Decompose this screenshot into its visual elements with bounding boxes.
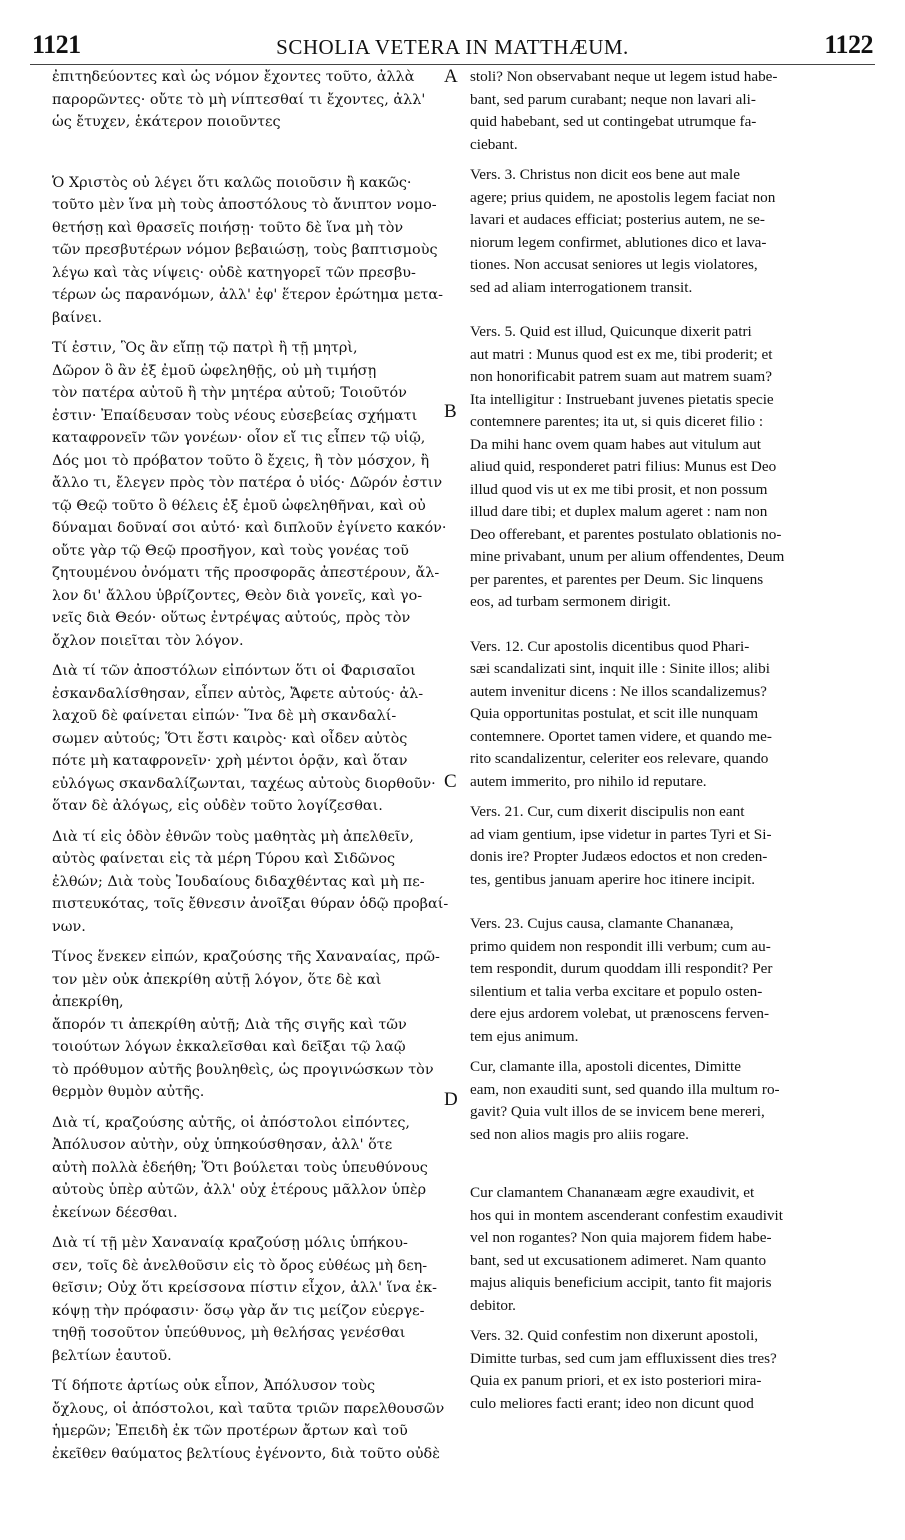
greek-paragraph: Τί δήποτε ἀρτίως οὐκ εἶπον, Ἀπόλυσον τοὺς ὄχλους, οἱ ἀπόστολοι, καὶ ταῦτα τριῶν παρελθουσῶν ἡμερῶν; Ἐπειδὴ ἐκ τῶν προτέρων ἄρτων καὶ τοῦ ἐκεῖθεν θαύματος βελτίους ἐγένοντο, διὰ τοῦτο οὐδὲ bbox=[52, 1378, 445, 1462]
latin-paragraph: Vers. 21. Cur, cum dixerit discipulis non eant ad viam gentium, ipse videtur in partes Tyri et Si- donis ire? Propter Judæos edoctos et non creden- tes, gentibus januam aperire hoc itinere incipit. bbox=[470, 803, 772, 888]
greek-paragraph: Διὰ τί τῶν ἀποστόλων εἰπόντων ὅτι οἱ Φαρισαῖοι ἐσκανδαλίσθησαν, εἶπεν αὐτὸς, Ἄφετε αὐτούς· ἀλ- λαχοῦ δὲ φαίνεται εἰπών· Ἵνα δὲ μὴ σκανδαλί- σωμεν αὐτούς; Ὅτι ἔστι καιρὸς· καὶ οἶδεν αὐτὸς πότε μὴ καταφρονεῖν· χρὴ μέντοι ὁρᾷν, καὶ ὅταν εὐλόγως σκανδαλίζωνται, ταχέως αὐτοὺς διορθοῦν· ὅταν δὲ ἀλόγως, εἰς οὐδὲν τοῦτο λογίζεσθαι. bbox=[52, 663, 436, 814]
latin-paragraph: Vers. 32. Quid confestim non dixerunt apostoli, Dimitte turbas, sed cum jam effluxissent dies tres? Quia ex panum priori, et ex isto posteriori mira- culo meliores facti erant; ideo non dicunt quod bbox=[470, 1327, 777, 1412]
greek-paragraph: Διὰ τί τῇ μὲν Χαναναίᾳ κραζούσῃ μόλις ὑπήκου- σεν, τοῖς δὲ ἀνελθοῦσιν εἰς τὸ ὄρος εὐθέως μὴ δεη- θεῖσιν; Οὐχ ὅτι κρείσσονα πίστιν εἶχον, ἀλλ' ἵνα ἐκ- κόψῃ τὴν πρόφασιν· ὅσῳ γὰρ ἄν τις μείζον εὐεργε- τηθῇ τοσοῦτον ὑπεύθυνος, μὴ θελήσας γενέσθαι βελτίων ἑαυτοῦ. bbox=[52, 1235, 437, 1364]
margin-letter-b: B bbox=[444, 401, 457, 422]
latin-paragraph: Vers. 5. Quid est illud, Quicunque dixerit patri aut matri : Munus quod est ex me, tibi proderit; et non honorificabit patrem suam aut matrem suam? Ita intelligitur : Instruebant juvenes pietatis specie contemnere parentes; ita ut, si quis diceret filio : Da mihi hanc ovem quam habes aut vitulum aut aliud quid, responderet patri filius: Munus est Deo illud quod vis ut ex me tibi prosit, et non possum illud dare tibi; et duplex malum ageret : nam non Deo offerebant, et parentes postulato oblationis no- mine privabant, unum per alium offendentes, Deum per parentes, et parentes per Deum. Sic linquens eos, ad turbam sermonem dirigit. bbox=[470, 323, 785, 610]
margin-letter-c: C bbox=[444, 771, 457, 792]
greek-paragraph: Διὰ τί εἰς ὁδὸν ἐθνῶν τοὺς μαθητὰς μὴ ἀπελθεῖν, αὐτὸς φαίνεται εἰς τὰ μέρη Τύρου καὶ Σιδῶνος ἐλθών; Διὰ τοὺς Ἰουδαίους διδαχθέντας καὶ μὴ πε- πιστευκότας, τοῖς ἔθνεσιν ἀνοῖξαι θύραν ὁδῷ προβαί- νων. bbox=[52, 828, 449, 935]
latin-paragraph: Cur clamantem Chananæam ægre exaudivit, et hos qui in montem ascenderant confestim exaudivit vel non rogantes? Non quia majorem fidem habe- bant, sed ut excusationem adimeret. Nam quanto majus aliquis beneficium accipit, tanto fit majoris debitor. bbox=[470, 1184, 783, 1314]
margin-letter-d: D bbox=[444, 1089, 458, 1110]
greek-paragraph: Διὰ τί, κραζούσης αὐτῆς, οἱ ἀπόστολοι εἰπόντες, Ἀπόλυσον αὐτὴν, οὐχ ὑπηκούσθησαν, ἀλλ' ὅτε αὐτὴ πολλὰ ἐδεήθη; Ὅτι βούλεται τοὺς ὑπευθύνους αὐτοὺς ὑπὲρ αὐτῶν, ἀλλ' οὐχ ἑτέρους μᾶλλον ὑπὲρ ἐκείνων δέεσθαι. bbox=[52, 1114, 428, 1221]
greek-column bbox=[52, 66, 454, 1465]
latin-paragraph: Cur, clamante illa, apostoli dicentes, Dimitte eam, non exauditi sunt, sed quando illa multum ro- gavit? Quia vult illos de se invicem bene mereri, sed non alios magis pro aliis rogare. bbox=[470, 1058, 780, 1143]
latin-paragraph: stoli? Non observabant neque ut legem istud habe- bant, sed parum curabant; neque non lavari ali- quid habebant, sed ut contingebat utrumque fa- ciebant. bbox=[470, 68, 778, 153]
greek-paragraph: ἐπιτηδεύοντες καὶ ὡς νόμον ἔχοντες τοῦτο, ἀλλὰ παρορῶντες· οὔτε τὸ μὴ νίπτεσθαί τι ἔχοντες, ἀλλ' ὡς ἔτυχεν, ἑκάτερον ποιοῦντες bbox=[52, 69, 426, 130]
latin-paragraph: Vers. 3. Christus non dicit eos bene aut male agere; prius quidem, ne apostolis legem faciat non lavari et audaces efficiat; posterius autem, ne se- niorum legem confirmet, ablutiones dico et lava- tiones. Non accusat seniores ut legis violatores, sed ad aliam interrogationem transit. bbox=[470, 166, 776, 296]
margin-letter-a: A bbox=[444, 66, 458, 87]
page-header bbox=[30, 30, 875, 65]
running-title: SCHOLIA VETERA IN MATTHÆUM. bbox=[276, 35, 629, 59]
greek-paragraph: Τί ἐστιν, Ὃς ἂν εἴπῃ τῷ πατρὶ ἢ τῇ μητρὶ, Δῶρον ὃ ἂν ἐξ ἐμοῦ ὠφεληθῇς, οὐ μὴ τιμήσῃ τὸν πατέρα αὐτοῦ ἢ τὴν μητέρα αὐτοῦ; Τοιοῦτόν ἐστιν· Ἐπαίδευσαν τοὺς νέους εὐσεβείας σχήματι καταφρονεῖν τῶν γονέων· οἷον εἴ τις εἶπεν τῷ υἱῷ, Δός μοι τὸ πρόβατον τοῦτο ὃ ἔχεις, ἢ τὸν μόσχον, ἢ ἄλλο τι, ἔλεγεν πρὸς τὸν πατέρα ὁ υἱός· Δῶρόν ἐστιν τῷ Θεῷ τοῦτο ὃ θέλεις ἐξ ἐμοῦ ὠφεληθῆναι, καὶ οὐ δύναμαι δοῦναί σοι αὐτό· καὶ διπλοῦν ἐγίνετο κακόν· οὔτε γὰρ τῷ Θεῷ προσῆγον, καὶ τοὺς γονέας τοῦ ζητουμένου ὀνόματι τῆς προσφορᾶς ἀπεστέρουν, ἄλ- λον δι' ἄλλου ὑβρίζοντες, Θεὸν διὰ γονεῖς, καὶ γο- νεῖς διὰ Θεόν· οὕτως ἐντρέψας αὐτούς, πρὸς τὸν ὄχλον ποιεῖται τὸν λόγον. bbox=[52, 340, 447, 649]
greek-paragraph: Τίνος ἕνεκεν εἰπών, κραζούσης τῆς Χαναναίας, πρῶ- τον μὲν οὐκ ἀπεκρίθη αὐτῇ λόγον, ὅτε δὲ καὶ ἀπεκρίθη, ἄπορόν τι ἀπεκρίθη αὐτῇ; Διὰ τῆς σιγῆς καὶ τῶν τοιούτων λόγων ἐκκαλεῖσθαι καὶ δεῖξαι τῷ λαῷ τὸ πρόθυμον αὐτῆς βουληθεὶς, ὡς προγινώσκων τὸν θερμὸν θυμὸν αὐτῆς. bbox=[52, 949, 440, 1100]
left-page-number: 1121 bbox=[32, 30, 81, 59]
latin-paragraph: Vers. 23. Cujus causa, clamante Chananæa, primo quidem non respondit illi verbum; cum au- tem respondit, durum quoddam illi respondit? Per silentium et talia verba excitare et populo osten- dere ejus ardorem volebat, ut prænoscens ferven- tem ejus animum. bbox=[470, 915, 773, 1045]
greek-paragraph: Ὁ Χριστὸς οὐ λέγει ὅτι καλῶς ποιοῦσιν ἢ κακῶς· τοῦτο μὲν ἵνα μὴ τοὺς ἀποστόλους τὸ ἄνιπτον νομο- θετήσῃ καὶ θρασεῖς ποιήσῃ· τοῦτο δὲ ἵνα μὴ τὸν τῶν πρεσβυτέρων νόμον βεβαιώσῃ, τοὺς βαπτισμοὺς λέγω καὶ τὰς νίψεις· οὐδὲ κατηγορεῖ τῶν πρεσβυ- τέρων ὡς παρανόμων, ἀλλ' ἐφ' ἕτερον ἐρώτημα μετα- βαίνει. bbox=[52, 174, 443, 326]
right-page-number: 1122 bbox=[824, 30, 873, 59]
latin-column bbox=[470, 66, 868, 1415]
latin-paragraph: Vers. 12. Cur apostolis dicentibus quod Phari- sæi scandalizati sint, inquit ille : Sinite illos; alibi autem invenitur dicens : Ne illos scandalizemus? Quia opportunitas postulat, et scit ille nunquam contemnere. Oportet tamen videre, et quando me- rito scandalizentur, celeriter eos relevare, quando autem immerito, pro nihilo id reputare. bbox=[470, 637, 772, 790]
